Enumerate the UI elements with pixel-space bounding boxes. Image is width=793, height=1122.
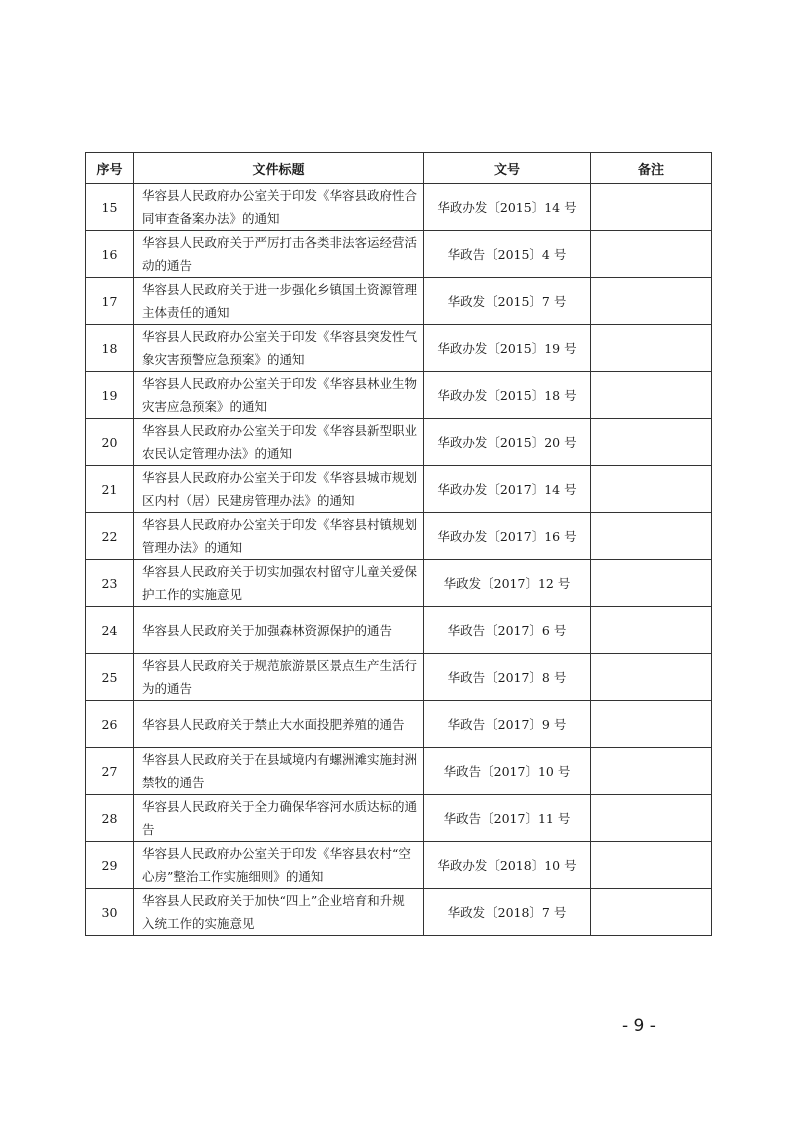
- row-number: 21: [86, 466, 134, 513]
- row-title: 华容县人民政府办公室关于印发《华容县政府性合同审查备案办法》的通知: [134, 184, 424, 231]
- row-remark: [591, 466, 712, 513]
- table-row: [86, 889, 712, 936]
- row-remark: [591, 419, 712, 466]
- header-remark: 备注: [591, 153, 712, 184]
- row-remark: [591, 889, 712, 936]
- row-remark: [591, 654, 712, 701]
- row-number: 17: [86, 278, 134, 325]
- header-row: [86, 153, 712, 184]
- row-number: 30: [86, 889, 134, 936]
- row-title: 华容县人民政府关于在县域境内有螺洲滩实施封洲禁牧的通告: [134, 748, 424, 795]
- row-number: 28: [86, 795, 134, 842]
- row-title: 华容县人民政府办公室关于印发《华容县新型职业农民认定管理办法》的通知: [134, 419, 424, 466]
- row-title: 华容县人民政府关于规范旅游景区景点生产生活行为的通告: [134, 654, 424, 701]
- row-number: 26: [86, 701, 134, 748]
- table-row: [86, 278, 712, 325]
- table-row: [86, 231, 712, 278]
- table-row: [86, 607, 712, 654]
- row-title: 华容县人民政府办公室关于印发《华容县村镇规划管理办法》的通知: [134, 513, 424, 560]
- row-number: 16: [86, 231, 134, 278]
- table-body: [86, 184, 712, 936]
- table-row: [86, 466, 712, 513]
- row-number: 22: [86, 513, 134, 560]
- row-title: 华容县人民政府关于进一步强化乡镇国土资源管理主体责任的通知: [134, 278, 424, 325]
- row-number: 19: [86, 372, 134, 419]
- page-number: - 9 -: [622, 1016, 656, 1036]
- table-row: [86, 184, 712, 231]
- row-doc-no: 华政办发〔2018〕10 号: [424, 842, 591, 889]
- header-doc-no: 文号: [424, 153, 591, 184]
- row-number: 27: [86, 748, 134, 795]
- table-row: [86, 654, 712, 701]
- row-title: 华容县人民政府关于加快“四上”企业培育和升规入统工作的实施意见: [134, 889, 424, 936]
- row-number: 15: [86, 184, 134, 231]
- row-title: 华容县人民政府关于加强森林资源保护的通告: [134, 607, 424, 654]
- row-doc-no: 华政告〔2015〕4 号: [424, 231, 591, 278]
- table-header: [86, 153, 712, 184]
- header-title: 文件标题: [134, 153, 424, 184]
- row-doc-no: 华政办发〔2015〕20 号: [424, 419, 591, 466]
- row-doc-no: 华政告〔2017〕9 号: [424, 701, 591, 748]
- table-row: [86, 325, 712, 372]
- table-row: [86, 372, 712, 419]
- row-doc-no: 华政发〔2017〕12 号: [424, 560, 591, 607]
- row-remark: [591, 607, 712, 654]
- row-remark: [591, 278, 712, 325]
- row-doc-no: 华政告〔2017〕10 号: [424, 748, 591, 795]
- table-row: [86, 795, 712, 842]
- row-remark: [591, 795, 712, 842]
- row-remark: [591, 701, 712, 748]
- row-doc-no: 华政告〔2017〕11 号: [424, 795, 591, 842]
- row-title: 华容县人民政府办公室关于印发《华容县城市规划区内村（居）民建房管理办法》的通知: [134, 466, 424, 513]
- row-number: 24: [86, 607, 134, 654]
- row-doc-no: 华政告〔2017〕8 号: [424, 654, 591, 701]
- row-remark: [591, 372, 712, 419]
- row-title: 华容县人民政府办公室关于印发《华容县林业生物灾害应急预案》的通知: [134, 372, 424, 419]
- row-doc-no: 华政发〔2015〕7 号: [424, 278, 591, 325]
- row-remark: [591, 842, 712, 889]
- row-doc-no: 华政办发〔2015〕18 号: [424, 372, 591, 419]
- row-number: 23: [86, 560, 134, 607]
- row-number: 18: [86, 325, 134, 372]
- row-title: 华容县人民政府办公室关于印发《华容县农村“空心房”整治工作实施细则》的通知: [134, 842, 424, 889]
- row-doc-no: 华政办发〔2017〕14 号: [424, 466, 591, 513]
- row-remark: [591, 560, 712, 607]
- row-number: 20: [86, 419, 134, 466]
- row-doc-no: 华政办发〔2015〕19 号: [424, 325, 591, 372]
- table-row: [86, 701, 712, 748]
- document-list-table: [85, 152, 712, 936]
- row-title: 华容县人民政府关于切实加强农村留守儿童关爱保护工作的实施意见: [134, 560, 424, 607]
- table-row: [86, 419, 712, 466]
- row-remark: [591, 231, 712, 278]
- row-title: 华容县人民政府关于全力确保华容河水质达标的通告: [134, 795, 424, 842]
- row-remark: [591, 748, 712, 795]
- table-row: [86, 513, 712, 560]
- row-remark: [591, 325, 712, 372]
- row-number: 25: [86, 654, 134, 701]
- row-doc-no: 华政告〔2017〕6 号: [424, 607, 591, 654]
- row-doc-no: 华政发〔2018〕7 号: [424, 889, 591, 936]
- row-remark: [591, 513, 712, 560]
- table-row: [86, 560, 712, 607]
- row-doc-no: 华政办发〔2017〕16 号: [424, 513, 591, 560]
- row-title: 华容县人民政府办公室关于印发《华容县突发性气象灾害预警应急预案》的通知: [134, 325, 424, 372]
- row-doc-no: 华政办发〔2015〕14 号: [424, 184, 591, 231]
- row-title: 华容县人民政府关于禁止大水面投肥养殖的通告: [134, 701, 424, 748]
- table-row: [86, 748, 712, 795]
- row-number: 29: [86, 842, 134, 889]
- row-remark: [591, 184, 712, 231]
- table-row: [86, 842, 712, 889]
- row-title: 华容县人民政府关于严厉打击各类非法客运经营活动的通告: [134, 231, 424, 278]
- header-no: 序号: [86, 153, 134, 184]
